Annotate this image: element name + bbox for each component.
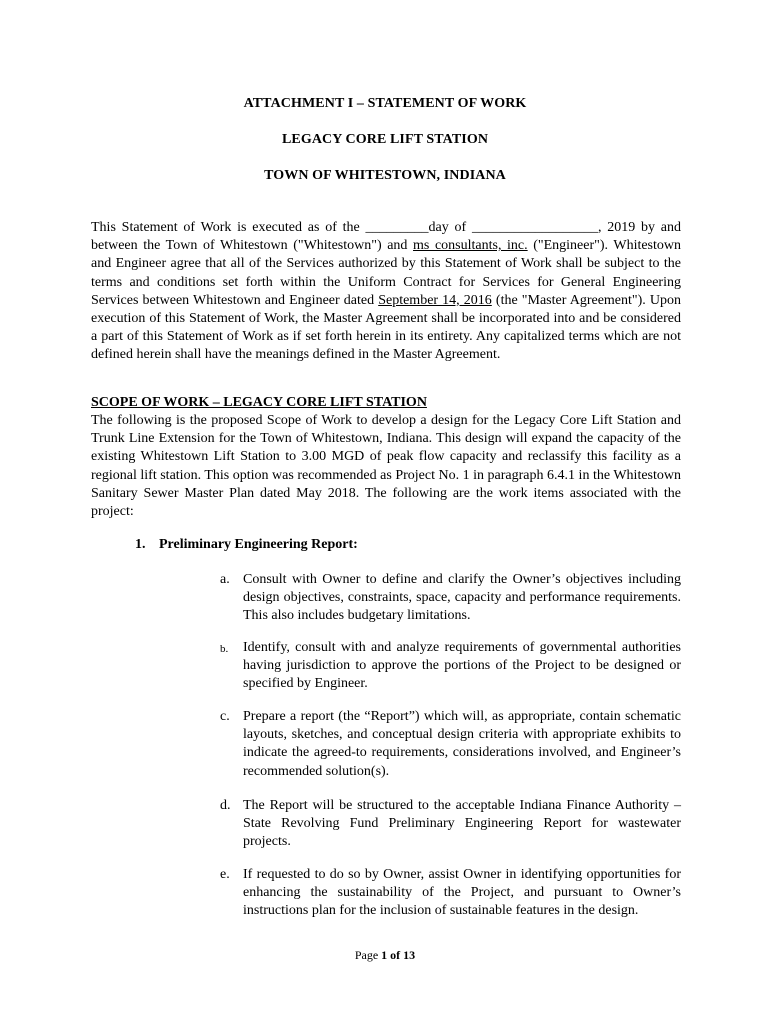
subitem-c [220,708,681,781]
subitem-letter: c. [220,709,230,724]
subitem-letter: b. [220,643,229,655]
page-total: 13 [403,948,416,962]
subitem-a [220,571,681,626]
intro-text-2: ("Engineer"). Whitestown and Engineer agree that all of the Services authorized by this Statement of Work shall be subject to the terms and conditions set forth within the Uniform Contract for Services for General Engineering Services between Whitestown and Engineer dated [91,238,682,308]
intro-paragraph [91,219,681,365]
subitem-text: Prepare a report (the “Report”) which will, as appropriate, contain schematic layouts, sketches, and conceptual design criteria with appropriate exhibits to indicate the agreed-to requirements, considerations involved, and Engineer’s recommended solution(s). [243,709,681,779]
subitem-text: The Report will be structured to the acceptable Indiana Finance Authority – State Revolving Fund Preliminary Engineering Report for wastewater projects. [243,798,681,850]
item-1-number: 1. [135,537,146,552]
page-current: 1 [381,948,388,962]
subitem-letter: e. [220,867,230,882]
master-agreement-date: September 14, 2016 [378,292,492,308]
attachment-title: ATTACHMENT I – STATEMENT OF WORK [243,96,527,111]
subitem-text: If requested to do so by Owner, assist Owner in identifying opportunities for enhancing the sustainability of the Project, and pursuant to Owner’s instructions plan for the inclusion of sustainable features in the design. [243,867,681,919]
scope-heading: SCOPE OF WORK – LEGACY CORE LIFT STATION [91,395,427,410]
item-1-title: Preliminary Engineering Report: [159,537,358,552]
subitem-e [220,866,681,921]
town-title: TOWN OF WHITESTOWN, INDIANA [264,168,506,183]
scope-paragraph: The following is the proposed Scope of Work to develop a design for the Legacy Core Lift Station and Trunk Line Extension for the Town of Whitestown, Indiana. This design will expand the capacity of the existing Whitestown Lift Station to 3.00 MGD of peak flow capacity and reclassify this facility as a regional lift station. This option was recommended as Project No. 1 in paragraph 6.4.1 in the Whitestown Sanitary Sewer Master Plan dated May 2018. The following are the work items associated with the project: [91,413,681,520]
intro-text-3: (the "Master Agreement"). Upon execution of this Statement of Work, the Master Agreement shall be incorporated into and be considered a part of this Statement of Work as if set forth herein in its entirety. Any capitalized terms which are not defined herein shall have the meanings defined in the Master Agreement. [91,292,681,363]
project-title: LEGACY CORE LIFT STATION [281,132,489,147]
subitem-d [220,797,681,852]
item-1-heading [135,537,358,553]
subitem-b [220,639,681,694]
subitem-text: Identify, consult with and analyze requirements of governmental authorities having jurisdiction to approve the portions of the Project to be designed or specified by Engineer. [243,640,681,692]
intro-text-1: This Statement of Work is executed as of the _________day of __________________, 2019 by and between the Town of Whitestown ("Whitestown") and [91,220,681,254]
page-number-footer [0,948,770,963]
page-of-label: of [387,948,404,962]
engineer-firm-name: ms consultants, inc. [413,238,528,254]
subitem-text: Consult with Owner to define and clarify the Owner’s objectives including design objectives, constraints, space, capacity and performance requirements. This also includes budgetary limitations. [243,572,681,624]
page-label: Page [354,948,382,962]
subitem-letter: d. [220,798,231,813]
subitem-letter: a. [220,572,230,587]
